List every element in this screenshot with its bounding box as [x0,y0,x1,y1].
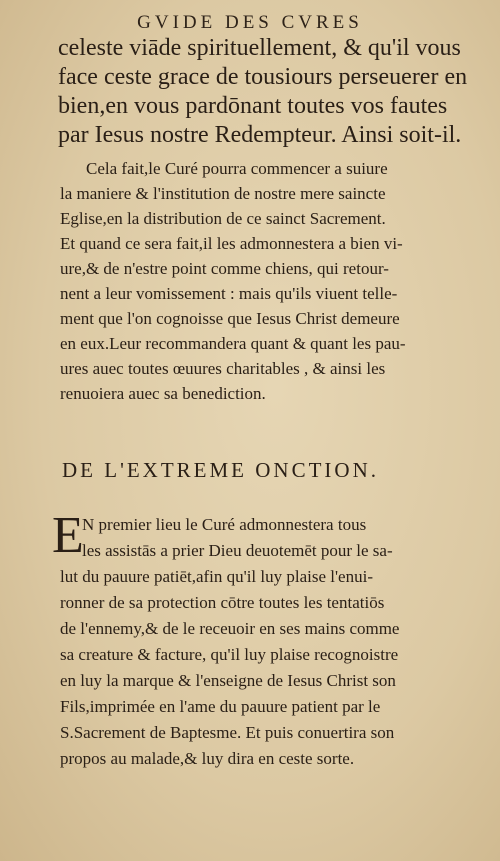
text-line: de l'ennemy,& de le receuoir en ses mains comme [60,619,400,638]
text-line: Eglise,en la distribution de ce sainct Sacrement. [60,209,386,228]
text-line: ronner de sa protection cōtre toutes les tentatiōs [60,593,385,612]
text-line: par Iesus nostre Redempteur. Ainsi soit-il. [58,122,462,148]
text-line: propos au malade,& luy dira en ceste sorte. [60,749,355,768]
paragraph-instruction [60,156,406,406]
paragraph-extreme-unction [60,512,399,772]
text-line: la maniere & l'institution de nostre mere saincte [60,184,386,203]
drop-cap: E [52,507,84,564]
text-line: sa creature & facture, qu'il luy plaise recognoistre [60,645,399,664]
running-head: GVIDE DES CVRES [137,12,363,33]
text-line: ure,& de n'estre point comme chiens, qui retour- [60,259,389,278]
text-line: lut du pauure patiēt,afin qu'il luy plaise l'enui- [60,567,373,586]
text-line: ment que l'on cognoisse que Iesus Christ demeure [60,309,400,328]
text-line: Cela fait,le Curé pourra commencer a suiure [86,159,388,178]
text-line: en eux.Leur recommandera quant & quant les pau- [60,334,406,353]
text-line: Fils,imprimée en l'ame du pauure patient par le [60,697,381,716]
text-line: en luy la marque & l'enseigne de Iesus Christ son [60,671,396,690]
prayer-conclusion [58,34,467,150]
text-line: face ceste grace de tousiours perseuerer en [58,64,468,90]
text-line: S.Sacrement de Baptesme. Et puis conuertira son [60,723,395,742]
text-line: Et quand ce sera fait,il les admonnestera a bien vi- [60,234,403,253]
text-line: N premier lieu le Curé admonnestera tous [82,515,367,534]
text-line: celeste viāde spirituellement, & qu'il vous [58,35,461,61]
text-line: les assistās a prier Dieu deuotemēt pour le sa- [82,541,393,560]
text-line: bien,en vous pardōnant toutes vos fautes [58,93,448,119]
text-line: ures auec toutes œuures charitables , & ainsi les [60,359,386,378]
text-line: renuoiera auec sa benediction. [60,384,266,403]
section-heading: DE L'EXTREME ONCTION. [62,458,379,482]
text-line: nent a leur vomissement : mais qu'ils viuent telle- [60,284,398,303]
